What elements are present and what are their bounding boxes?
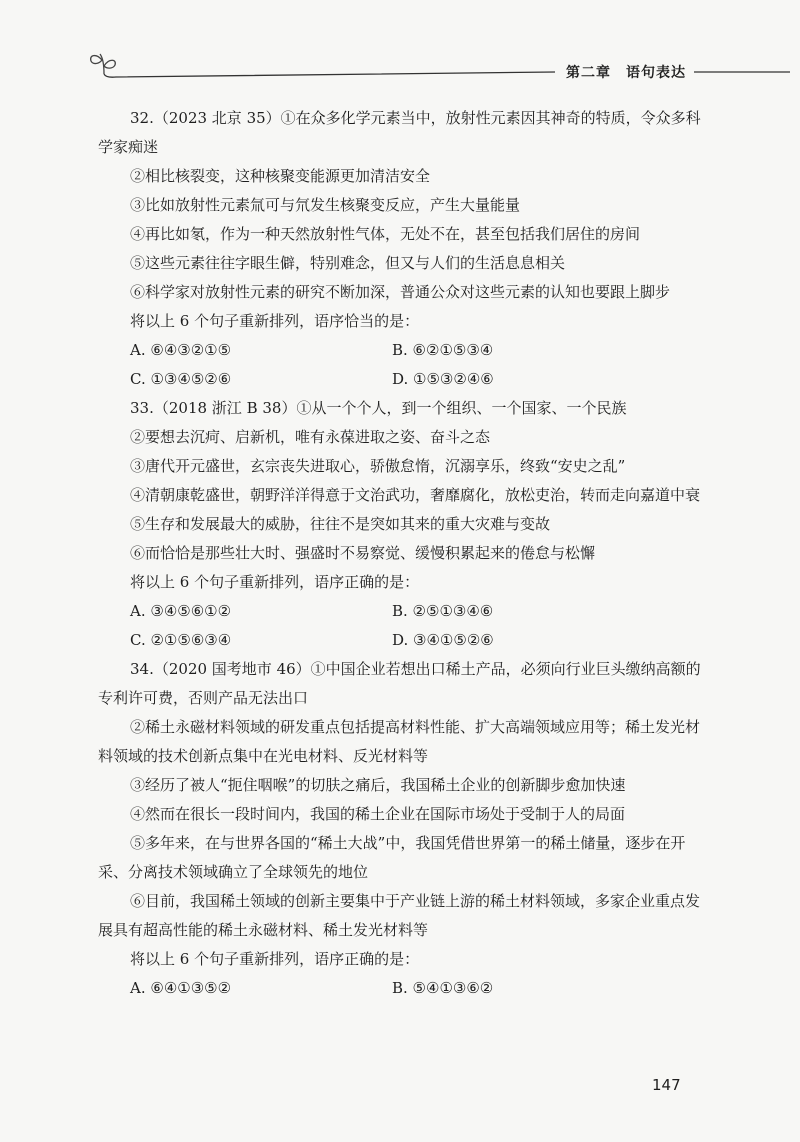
sentence-item: ⑥目前，我国稀土领域的创新主要集中于产业链上游的稀土材料领域，多家企业重点发展具有超高性能的稀土永磁材料、稀土发光材料等 bbox=[98, 892, 701, 939]
sentence-item: ⑤这些元素往往字眼生僻，特别难念，但又与人们的生活息息相关 bbox=[130, 254, 566, 272]
sentence-item: ⑥科学家对放射性元素的研究不断加深，普通公众对这些元素的认知也要跟上脚步 bbox=[130, 283, 671, 301]
option-a: A. ⑥④③②①⑤ bbox=[130, 341, 232, 359]
question-32 bbox=[98, 104, 710, 394]
options-row bbox=[98, 365, 710, 394]
sentence-item: ②相比核裂变，这种核聚变能源更加清洁安全 bbox=[130, 167, 431, 185]
sentence-item: ④然而在很长一段时间内，我国的稀土企业在国际市场处于受制于人的局面 bbox=[130, 805, 626, 823]
option-c: C. ①③④⑤②⑥ bbox=[130, 370, 232, 388]
options-row bbox=[98, 626, 710, 655]
sentence-item: ④清朝康乾盛世，朝野洋洋得意于文治武功，奢靡腐化，放松吏治，转而走向嘉道中衰 bbox=[130, 486, 701, 504]
question-stem: 33.（2018 浙江 B 38）①从一个个人，到一个组织、一个国家、一个民族 bbox=[130, 399, 627, 417]
sentence-item: ②稀土永磁材料领域的研发重点包括提高材料性能、扩大高端领域应用等；稀土发光材料领域的技术创新点集中在光电材料、反光材料等 bbox=[98, 718, 701, 765]
option-a: A. ⑥④①③⑤② bbox=[130, 979, 232, 997]
sentence-item: ③唐代开元盛世，玄宗丧失进取心，骄傲怠惰，沉溺享乐，终致“安史之乱” bbox=[130, 457, 626, 475]
sprout-icon bbox=[91, 54, 116, 74]
question-33 bbox=[98, 394, 710, 655]
sentence-item: ③比如放射性元素氚可与氘发生核聚变反应，产生大量能量 bbox=[130, 196, 521, 214]
page-number: 147 bbox=[652, 1076, 681, 1094]
question-stem: 34.（2020 国考地市 46）①中国企业若想出口稀土产品，必须向行业巨头缴纳高额的专利许可费，否则产品无法出口 bbox=[98, 660, 701, 707]
question-prompt: 将以上 6 个句子重新排列，语序正确的是： bbox=[130, 950, 420, 968]
option-d: D. ③④①⑤②⑥ bbox=[392, 631, 494, 649]
sentence-item: ⑥而恰恰是那些壮大时、强盛时不易察觉、缓慢积累起来的倦怠与松懈 bbox=[130, 544, 596, 562]
option-b: B. ⑤④①③⑥② bbox=[392, 979, 494, 997]
question-stem: 32.（2023 北京 35）①在众多化学元素当中，放射性元素因其神奇的特质，令众多科学家痴迷 bbox=[98, 109, 701, 156]
running-header bbox=[0, 50, 800, 86]
chapter-title: 第二章 语句表达 bbox=[562, 62, 690, 82]
option-b: B. ②⑤①③④⑥ bbox=[392, 602, 494, 620]
options-row bbox=[98, 597, 710, 626]
question-prompt: 将以上 6 个句子重新排列，语序恰当的是： bbox=[130, 312, 420, 330]
sentence-item: ③经历了被人“扼住咽喉”的切肤之痛后，我国稀土企业的创新脚步愈加快速 bbox=[130, 776, 626, 794]
sentence-item: ⑤生存和发展最大的威胁，往往不是突如其来的重大灾难与变故 bbox=[130, 515, 551, 533]
option-d: D. ①⑤③②④⑥ bbox=[392, 370, 494, 388]
question-prompt: 将以上 6 个句子重新排列，语序正确的是： bbox=[130, 573, 420, 591]
option-c: C. ②①⑤⑥③④ bbox=[130, 631, 232, 649]
options-row bbox=[98, 974, 710, 1003]
sentence-item: ②要想去沉疴、启新机，唯有永葆进取之姿、奋斗之态 bbox=[130, 428, 491, 446]
sentence-item: ⑤多年来，在与世界各国的“稀土大战”中，我国凭借世界第一的稀土储量，逐步在开采、分离技术领域确立了全球领先的地位 bbox=[98, 834, 686, 881]
option-b: B. ⑥②①⑤③④ bbox=[392, 341, 494, 359]
sentence-item: ④再比如氡，作为一种天然放射性气体，无处不在，甚至包括我们居住的房间 bbox=[130, 225, 641, 243]
question-34 bbox=[98, 655, 710, 1003]
option-a: A. ③④⑤⑥①② bbox=[130, 602, 232, 620]
question-list bbox=[98, 104, 710, 1003]
options-row bbox=[98, 336, 710, 365]
